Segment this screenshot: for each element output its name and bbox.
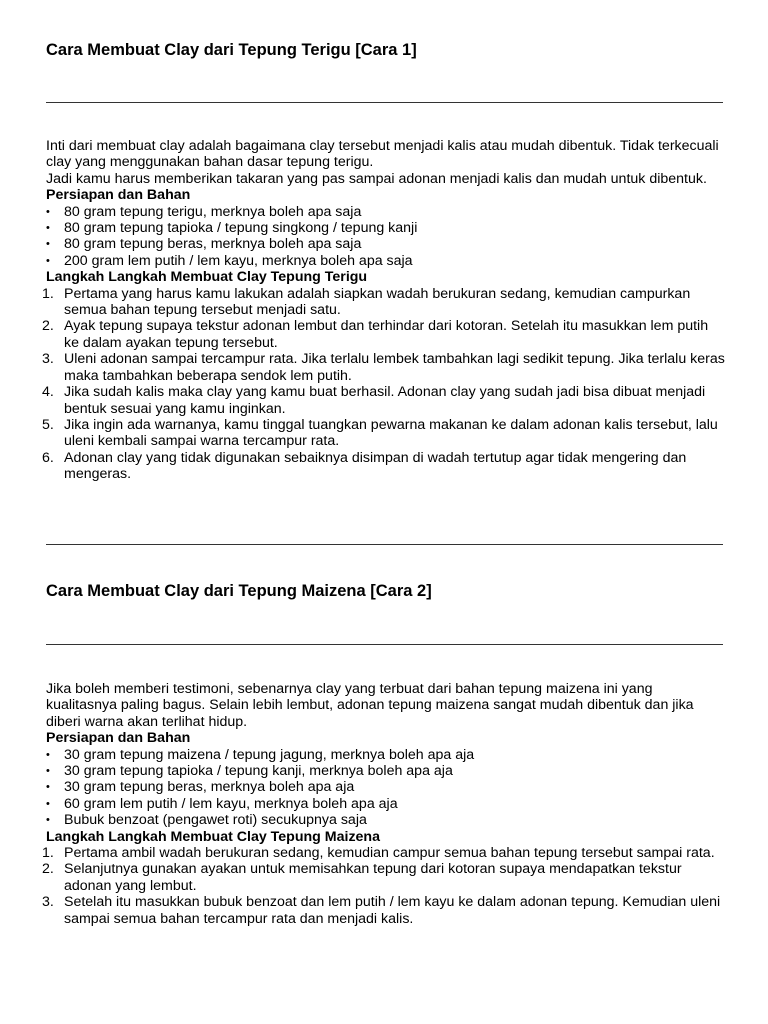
list-item: 2. Selanjutnya gunakan ayakan untuk memisahkan tepung dari kotoran supaya mendapatkan tekstur adonan yang lembut. [42,861,682,894]
list-item: 2. Ayak tepung supaya tekstur adonan lembut dan terhindar dari kotoran. Setelah itu masukkan lem putih ke dalam ayakan tepung tersebut. [42,318,709,351]
list-item: 1. Pertama ambil wadah berukuran sedang, kemudian campur semua bahan tepung tersebut sampai rata. [42,845,715,862]
step-text: Jika ingin ada warnanya, kamu tinggal tuangkan pewarna makanan ke dalam adonan kalis tersebut, lalu uleni kembali sampai warna tercampur rata. [64,416,718,450]
divider [46,102,723,103]
langkah-heading: Langkah Langkah Membuat Clay Tepung Terigu [46,269,368,286]
step-text: Uleni adonan sampai tercampur rata. Jika terlalu lembek tambahkan lagi sedikit tepung. Jika terlalu keras maka tambahkan beberapa sendok lem putih. [64,351,725,384]
intro-paragraph: Jika boleh memberi testimoni, sebenarnya clay yang terbuat dari bahan tepung maizena ini yang kualitasnya paling bagus. Selain lebih lembut, adonan tepung maizena sangat mudah dibentuk dan jika diberi warna akan terlihat hidup. [46,681,694,730]
list-item: 5. Jika ingin ada warnanya, kamu tinggal tuangkan pewarna makanan ke dalam adonan kalis tersebut, lalu uleni kembali sampai warna tercampur rata. [42,416,718,450]
list-item: • 200 gram lem putih / lem kayu, merknya boleh apa saja [46,253,726,269]
list-item: 6. Adonan clay yang tidak digunakan sebaiknya disimpan di wadah tertutup agar tidak mengering dan mengeras. [42,449,687,483]
divider [46,644,723,645]
list-item: • 80 gram tepung tapioka / tepung singkong / tepung kanji [46,220,726,236]
section-title-cara-1: Cara Membuat Clay dari Tepung Terigu [Cara 1] [46,41,417,59]
list-item: • 30 gram tepung beras, merknya boleh apa aja [46,779,726,795]
step-text: Pertama yang harus kamu lakukan adalah siapkan wadah berukuran sedang, kemudian campurkan semua bahan tepung tersebut menjadi satu. [64,285,691,319]
intro-paragraph: Inti dari membuat clay adalah bagaimana clay tersebut menjadi kalis atau mudah dibentuk. Tidak terkecuali clay yang menggunakan bahan dasar tepung terigu. [46,138,719,171]
step-text: Ayak tepung supaya tekstur adonan lembut dan terhindar dari kotoran. Setelah itu masukkan lem putih ke dalam ayakan tepung tersebut. [64,318,709,351]
section-title-cara-2: Cara Membuat Clay dari Tepung Maizena [Cara 2] [46,582,432,600]
langkah-list [42,845,726,927]
section-body-cara-1 [42,138,726,483]
list-item: 1. Pertama yang harus kamu lakukan adalah siapkan wadah berukuran sedang, kemudian campurkan semua bahan tepung tersebut menjadi satu. [42,285,691,319]
step-text: Setelah itu masukkan bubuk benzoat dan lem putih / lem kayu ke dalam adonan tepung. Kemudian uleni sampai semua bahan tercampur rata dan menjadi kalis. [64,894,721,927]
bahan-list [46,747,726,829]
intro-paragraph: Jadi kamu harus memberikan takaran yang pas sampai adonan menjadi kalis dan mudah untuk dibentuk. [46,170,707,187]
step-text: Adonan clay yang tidak digunakan sebaiknya disimpan di wadah tertutup agar tidak mengering dan mengeras. [64,449,687,483]
list-item: • 30 gram tepung maizena / tepung jagung, merknya boleh apa aja [46,747,726,763]
list-item: • 80 gram tepung beras, merknya boleh apa saja [46,236,726,252]
list-item: 4. Jika sudah kalis maka clay yang kamu buat berhasil. Adonan clay yang sudah jadi bisa dibuat menjadi bentuk sesuai yang kamu inginkan. [42,384,706,417]
step-text: Selanjutnya gunakan ayakan untuk memisahkan tepung dari kotoran supaya mendapatkan tekstur adonan yang lembut. [64,861,682,894]
step-text: Pertama ambil wadah berukuran sedang, kemudian campur semua bahan tepung tersebut sampai rata. [64,845,715,862]
list-item: 3. Uleni adonan sampai tercampur rata. Jika terlalu lembek tambahkan lagi sedikit tepung. Jika terlalu keras maka tambahkan beberapa sendok lem putih. [42,351,725,384]
langkah-heading: Langkah Langkah Membuat Clay Tepung Maizena [46,828,380,845]
list-item: • 30 gram tepung tapioka / tepung kanji, merknya boleh apa aja [46,763,726,779]
list-item: • 80 gram tepung terigu, merknya boleh apa saja [46,204,726,220]
section-body-cara-2 [42,681,726,927]
list-item: • Bubuk benzoat (pengawet roti) secukupnya saja [46,812,726,828]
list-item: 3. Setelah itu masukkan bubuk benzoat dan lem putih / lem kayu ke dalam adonan tepung. Kemudian uleni sampai semua bahan tercampur rata dan menjadi kalis. [42,894,721,927]
bahan-list [46,204,726,270]
bahan-heading: Persiapan dan Bahan [46,730,191,747]
divider [46,544,723,545]
step-text: Jika sudah kalis maka clay yang kamu buat berhasil. Adonan clay yang sudah jadi bisa dibuat menjadi bentuk sesuai yang kamu inginkan. [64,384,706,417]
bahan-heading: Persiapan dan Bahan [46,187,191,204]
list-item: • 60 gram lem putih / lem kayu, merknya boleh apa aja [46,796,726,812]
langkah-list [42,285,726,483]
